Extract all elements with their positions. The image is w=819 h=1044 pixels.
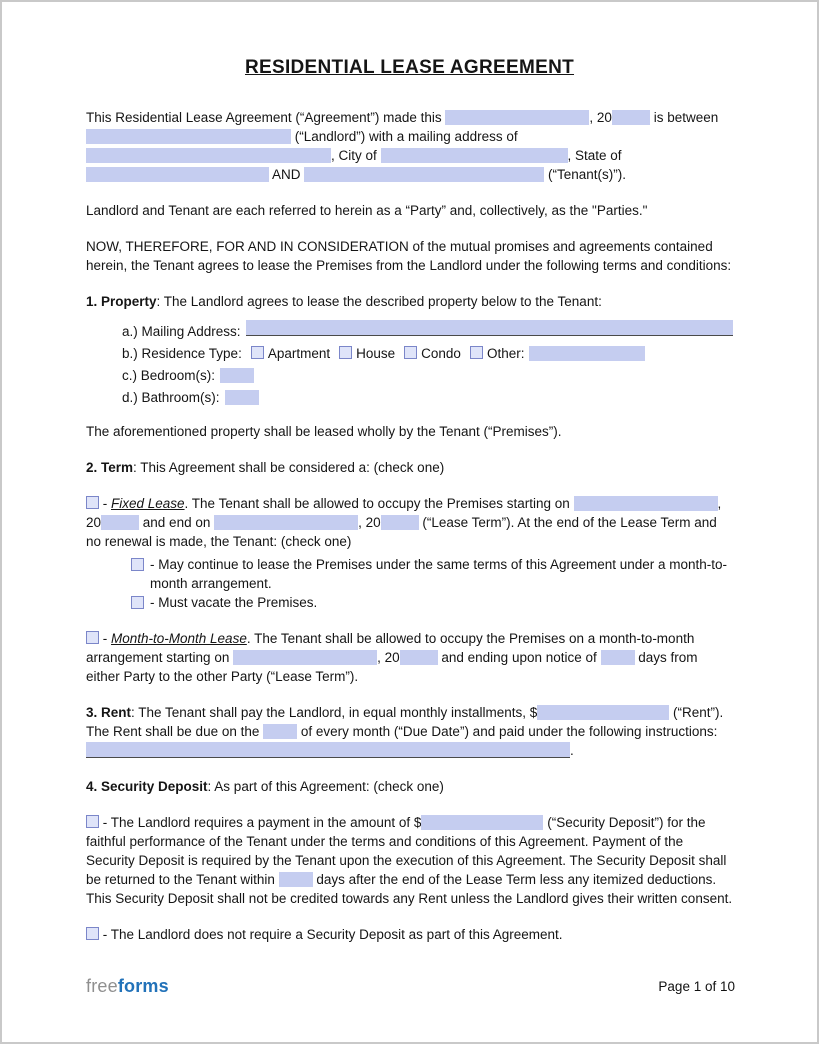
must-vacate-text: - Must vacate the Premises. xyxy=(150,595,318,610)
field-m2m-start-date[interactable] xyxy=(233,650,377,665)
field-m2m-notice-days[interactable] xyxy=(601,650,635,665)
continue-lease-checkbox[interactable] xyxy=(131,558,144,571)
consideration-paragraph: NOW, THEREFORE, FOR AND IN CONSIDERATION of the mutual promises and agreements contained herein, the Tenant agrees to lease the Premises from the Landlord under the following terms and conditions: xyxy=(86,239,732,273)
section-2-label: 2. Term xyxy=(86,460,134,475)
no-deposit-checkbox[interactable] xyxy=(86,927,99,940)
intro-text-segment: (“Tenant(s)”). xyxy=(544,167,627,182)
month-to-month-text: and ending upon notice of xyxy=(437,650,601,665)
fixed-lease-text: . The Tenant shall be allowed to occupy the Premises starting on xyxy=(184,496,574,511)
month-to-month-checkbox[interactable] xyxy=(86,631,99,644)
freeforms-logo[interactable] xyxy=(86,976,169,996)
field-bathrooms[interactable] xyxy=(225,390,259,405)
residence-option-other xyxy=(470,346,525,361)
property-items xyxy=(122,320,733,407)
deposit-required-checkbox[interactable] xyxy=(86,815,99,828)
deposit-required-text: - The Landlord requires a payment in the amount of $ xyxy=(99,815,422,830)
field-bedrooms[interactable] xyxy=(220,368,254,383)
month-to-month-text: . The Tenant shall be allowed to occupy the Premises on a month-to-month arrangement starting on xyxy=(86,631,695,665)
intro-text-segment: , City of xyxy=(331,148,381,163)
fixed-lease-sub-options xyxy=(131,555,733,612)
intro-text-segment: (“Landlord”) with a mailing address of xyxy=(291,129,518,144)
intro-paragraph xyxy=(86,108,733,184)
fixed-lease-text: (“Lease Term”). At the end of the Lease Term and no renewal is made, the Tenant: (check one) xyxy=(86,515,717,549)
page-number: Page 1 of 10 xyxy=(658,979,735,994)
fixed-lease-text: and end on xyxy=(139,515,215,530)
property-item-residence-type xyxy=(122,344,733,363)
property-item-bathrooms xyxy=(122,388,733,407)
brand-forms-text: forms xyxy=(117,976,169,996)
field-fixed-start-year[interactable] xyxy=(101,515,139,530)
rent-text: : The Tenant shall pay the Landlord, in equal monthly installments, $ xyxy=(131,705,538,720)
deposit-not-required-paragraph xyxy=(86,925,733,944)
brand-free-text: free xyxy=(86,976,118,996)
condo-label: Condo xyxy=(421,346,461,361)
intro-text-segment: , State of xyxy=(567,148,622,163)
intro-text-segment: is between xyxy=(649,110,719,125)
field-residence-other[interactable] xyxy=(529,346,645,361)
section-2-text: : This Agreement shall be considered a: (check one) xyxy=(133,460,445,475)
section-4-text: : As part of this Agreement: (check one) xyxy=(207,779,444,794)
section-1-text: : The Landlord agrees to lease the described property below to the Tenant: xyxy=(156,294,602,309)
month-to-month-dash: - xyxy=(99,631,111,646)
deposit-required-text: (“Security Deposit”) for the faithful performance of the Tenant under the terms and conditions of this Agreement. Payment of the Security Deposit is required by the Tenant upon the execution of this Agreement. The Security Deposit shall be returned to the Tenant within xyxy=(86,815,727,887)
field-tenant-names[interactable] xyxy=(304,167,544,182)
deposit-required-text: days after the end of the Lease Term less any itemized deductions. This Security Deposit shall not be credited towards any Rent unless the Landlord gives their written consent. xyxy=(86,872,733,906)
deposit-required-paragraph xyxy=(86,813,733,908)
field-payment-instructions[interactable] xyxy=(86,742,570,758)
fixed-lease-dash: - xyxy=(99,496,111,511)
field-rent-due-day[interactable] xyxy=(263,724,297,739)
field-agreement-year[interactable] xyxy=(612,110,650,125)
option-must-vacate xyxy=(131,593,733,612)
field-landlord-city[interactable] xyxy=(381,148,568,163)
property-item-mailing-address xyxy=(122,320,733,341)
option-continue-month-to-month xyxy=(131,555,733,593)
section-2-heading xyxy=(86,458,733,477)
fixed-lease-paragraph xyxy=(86,494,733,551)
fixed-lease-text: , 20 xyxy=(358,515,381,530)
field-rent-amount[interactable] xyxy=(537,705,669,720)
section-4-heading xyxy=(86,777,733,796)
other-label: Other: xyxy=(486,346,525,361)
intro-text-segment: AND xyxy=(269,167,305,182)
condo-checkbox[interactable] xyxy=(404,346,417,359)
residence-option-house xyxy=(339,346,395,361)
bathrooms-label: d.) Bathroom(s): xyxy=(122,390,220,405)
no-deposit-text: - The Landlord does not require a Security Deposit as part of this Agreement. xyxy=(99,927,563,942)
parties-paragraph: Landlord and Tenant are each referred to herein as a “Party” and, collectively, as the "Parties." xyxy=(86,203,648,218)
fixed-lease-name: Fixed Lease xyxy=(111,496,185,511)
month-to-month-paragraph xyxy=(86,629,733,686)
mailing-address-label: a.) Mailing Address: xyxy=(122,324,241,339)
month-to-month-text: days from either Party to the other Party (“Lease Term”). xyxy=(86,650,698,684)
page-footer xyxy=(86,976,735,996)
premises-paragraph: The aforementioned property shall be leased wholly by the Tenant (“Premises”). xyxy=(86,424,562,439)
fixed-lease-checkbox[interactable] xyxy=(86,496,99,509)
rent-text: of every month (“Due Date”) and paid under the following instructions: xyxy=(297,724,718,739)
section-3-label: 3. Rent xyxy=(86,705,132,720)
document-title: RESIDENTIAL LEASE AGREEMENT xyxy=(244,57,575,78)
continue-lease-text: - May continue to lease the Premises under the same terms of this Agreement under a month-to-month arrangement. xyxy=(150,557,728,591)
rent-paragraph xyxy=(86,703,733,760)
field-m2m-start-year[interactable] xyxy=(400,650,438,665)
field-deposit-return-days[interactable] xyxy=(279,872,313,887)
other-checkbox[interactable] xyxy=(470,346,483,359)
residence-type-label: b.) Residence Type: xyxy=(122,346,242,361)
house-label: House xyxy=(356,346,396,361)
month-to-month-name: Month-to-Month Lease xyxy=(111,631,247,646)
house-checkbox[interactable] xyxy=(339,346,352,359)
field-fixed-end-year[interactable] xyxy=(381,515,419,530)
fixed-lease-text: , 20 xyxy=(86,496,722,530)
apartment-label: Apartment xyxy=(267,346,331,361)
residence-option-condo xyxy=(404,346,461,361)
residence-option-apartment xyxy=(251,346,330,361)
intro-text-segment: , 20 xyxy=(589,110,612,125)
property-item-bedrooms xyxy=(122,366,733,385)
section-4-label: 4. Security Deposit xyxy=(86,779,208,794)
field-fixed-end-date[interactable] xyxy=(214,515,358,530)
must-vacate-checkbox[interactable] xyxy=(131,596,144,609)
field-security-deposit-amount[interactable] xyxy=(421,815,543,830)
field-property-mailing-address[interactable] xyxy=(246,320,733,336)
rent-text: (“Rent”). The Rent shall be due on the xyxy=(86,705,724,739)
field-fixed-start-date[interactable] xyxy=(574,496,718,511)
bedrooms-label: c.) Bedroom(s): xyxy=(122,368,216,383)
field-landlord-mailing-address[interactable] xyxy=(86,148,331,163)
apartment-checkbox[interactable] xyxy=(251,346,264,359)
rent-text: . xyxy=(570,743,574,758)
field-landlord-state[interactable] xyxy=(86,167,269,182)
month-to-month-text: , 20 xyxy=(377,650,400,665)
section-1-heading xyxy=(86,292,733,311)
section-1-label: 1. Property xyxy=(86,294,157,309)
field-agreement-date[interactable] xyxy=(445,110,589,125)
field-landlord-name[interactable] xyxy=(86,129,291,144)
intro-text-segment: This Residential Lease Agreement (“Agreement”) made this xyxy=(86,110,446,125)
